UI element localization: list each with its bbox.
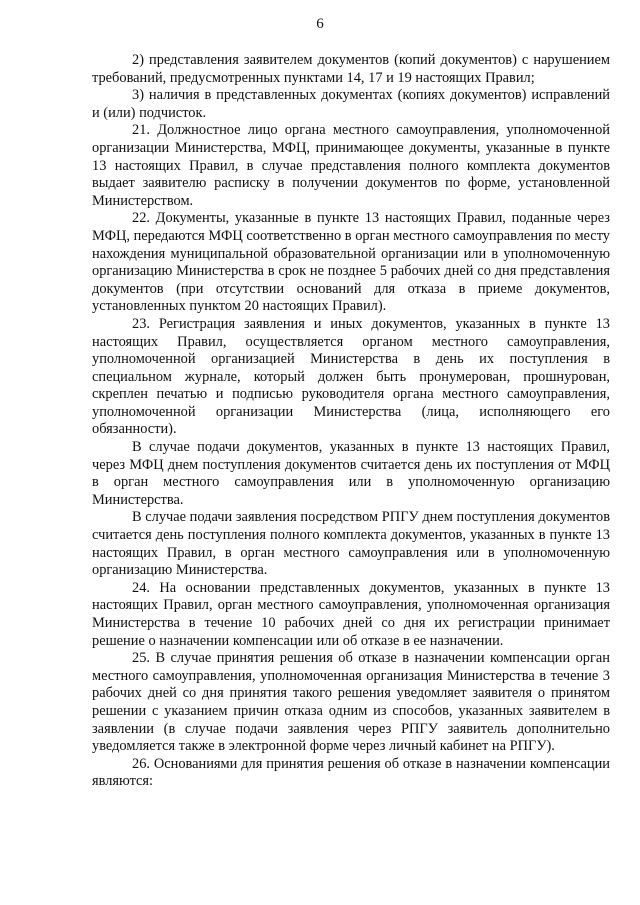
paragraph-22: 22. Документы, указанные в пункте 13 настоящих Правил, поданные через МФЦ, передаются МФЦ соответственно в орган местного самоуправления по месту нахождения муниципальной образовательной организации или в уполномоченную организацию Министерства в срок не позднее 5 рабочих дней со дня представления документов (при отсутствии оснований для отказа в приеме документов, установленных пунктом 20 настоящих Правил). [92,210,610,315]
paragraph-item-2: 2) представления заявителем документов (копий документов) с нарушением требований, предусмотренных пунктами 14, 17 и 19 настоящих Правил; [92,52,610,86]
paragraph-26: 26. Основаниями для принятия решения об отказе в назначении компенсации являются: [92,755,610,790]
page-number: 6 [316,16,324,32]
paragraph-24: 24. На основании представленных документов, указанных в пункте 13 настоящих Правил, орган местного самоуправления, уполномоченная организация Министерства в течение 10 рабочих дней со дня их регистрации принимает решение о назначении компенсации или об отказе в ее назначении. [92,579,610,649]
paragraph-25: 25. В случае принятия решения об отказе в назначении компенсации орган местного самоуправления, уполномоченная организация Министерства в течение 3 рабочих дней со дня принятия такого решения уведомляет заявителя о принятом решении с указанием причин отказа одним из способов, указанных заявителем в заявлении (в случае подачи заявления через РПГУ заявитель дополнительно уведомляется также в электронной форме через личный кабинет на РПГУ). [92,650,610,755]
paragraph-21: 21. Должностное лицо органа местного самоуправления, уполномоченной организации Министерства, МФЦ, принимающее документы, указанные в пункте 13 настоящих Правил, в случае представления полного комплекта документов выдает заявителю расписку в получении документов по форме, установленной Министерством. [92,122,610,209]
paragraph-23-rpgu: В случае подачи заявления посредством РПГУ днем поступления документов считается день поступления полного комплекта документов, указанных в пункте 13 настоящих Правил, в орган местного самоуправления или в уполномоченную организацию Министерства. [92,509,610,579]
paragraph-item-3: 3) наличия в представленных документах (копиях документов) исправлений и (или) подчисток. [92,87,610,121]
paragraph-23: 23. Регистрация заявления и иных документов, указанных в пункте 13 настоящих Правил, осуществляется органом местного самоуправления, уполномоченной организацией Министерства в день их поступления в специальном журнале, который должен быть пронумерован, прошнурован, скреплен печатью и подписью руководителя органа местного самоуправления, уполномоченной организации Министерства (лица, исполняющего его обязанности). [92,315,610,438]
document-body [92,52,610,791]
paragraph-23-mfc: В случае подачи документов, указанных в пункте 13 настоящих Правил, через МФЦ днем поступления документов считается день их поступления от МФЦ в орган местного самоуправления или в уполномоченную организацию Министерства. [92,439,610,508]
